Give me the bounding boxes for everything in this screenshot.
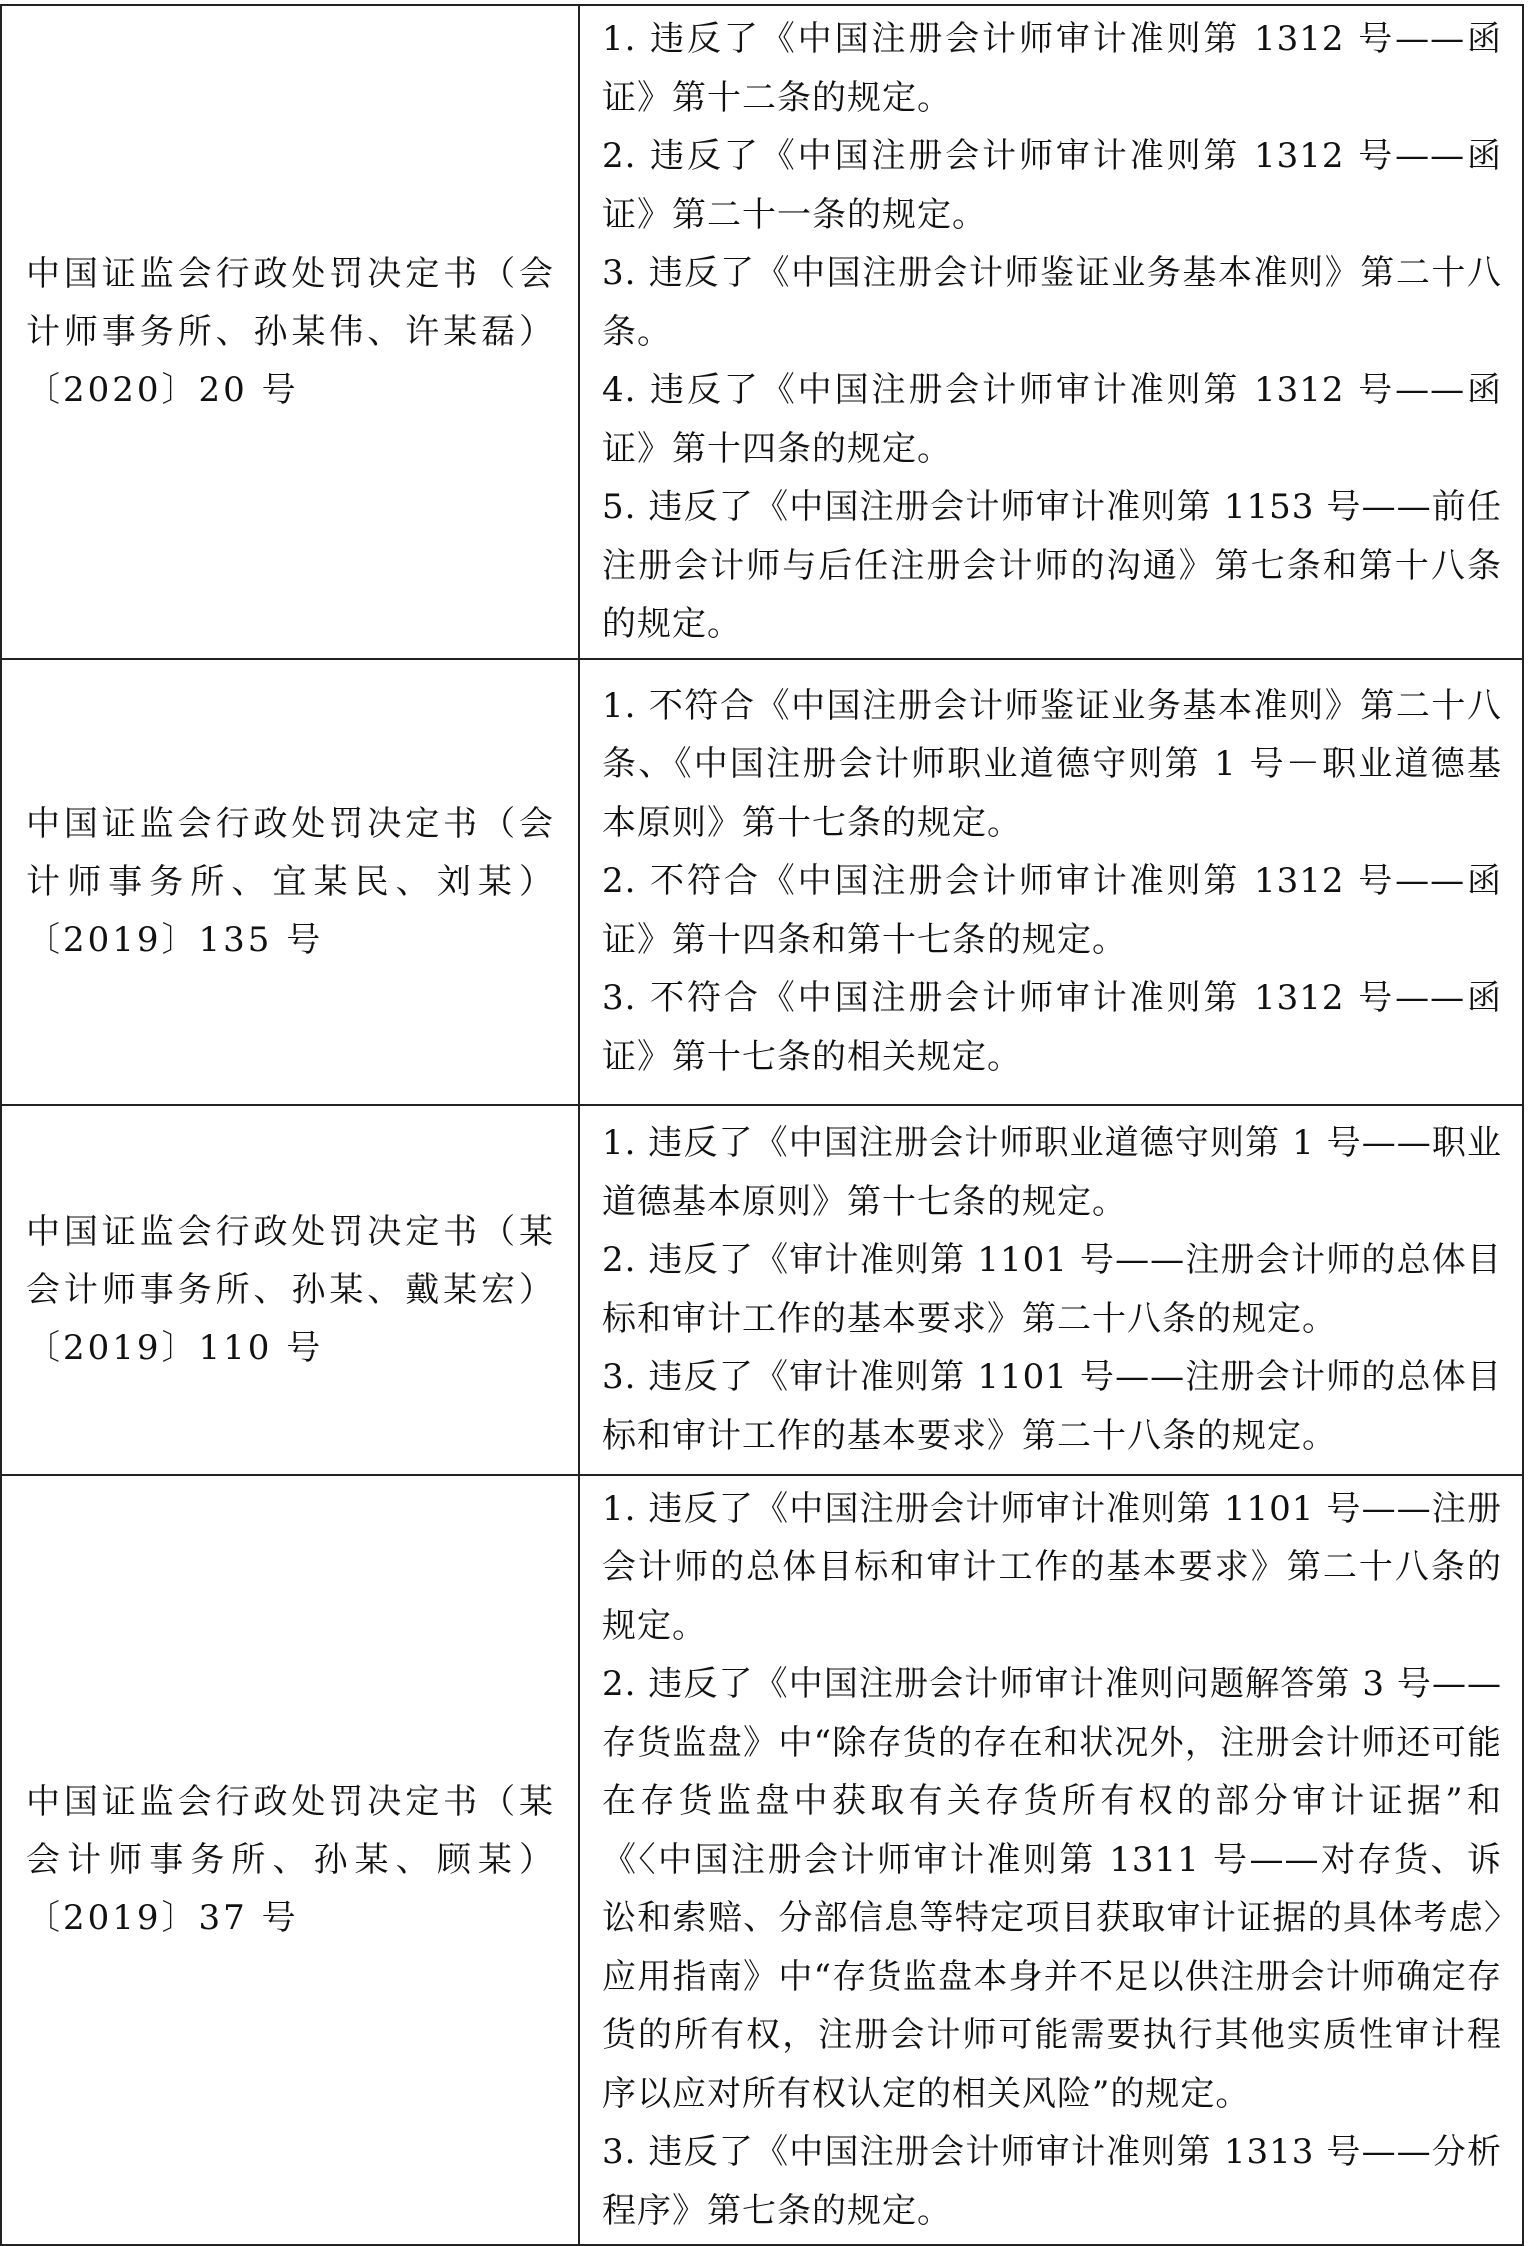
table-row [1,1475,1523,2246]
rule-item: 3. 违反了《中国注册会计师审计准则第 1313 号——分析程序》第七条的规定。 [602,2132,1502,2231]
rule-item: 1. 违反了《中国注册会计师职业道德守则第 1 号——职业道德基本原则》第十七条的规定。 [602,1123,1502,1222]
rule-item: 2. 违反了《中国注册会计师审计准则第 1312 号——函证》第二十一条的规定。 [602,136,1502,235]
case-cell [1,1105,579,1475]
rules-cell [579,1105,1523,1475]
rule-item: 1. 不符合《中国注册会计师鉴证业务基本准则》第二十八条、《中国注册会计师职业道德守则第 1 号－职业道德基本原则》第十七条的规定。 [602,685,1502,843]
case-cell [1,1475,579,2246]
rules-cell [579,1475,1523,2246]
table-row [1,1105,1523,1475]
rule-item: 3. 不符合《中国注册会计师审计准则第 1312 号——函证》第十七条的相关规定。 [602,978,1502,1077]
table-row [1,659,1523,1105]
rule-item: 2. 违反了《中国注册会计师审计准则问题解答第 3 号——存货监盘》中“除存货的存在和状况外，注册会计师还可能在存货监盘中获取有关存货所有权的部分审计证据”和《〈中国注册会计师审计准则第 1311 号——对存货、诉讼和索赔、分部信息等特定项目获取审计证据的具体考虑〉应用指南》中“存货监盘本身并不足以供注册会计师确定存货的所有权，注册会计师可能需要执行其他实质性审计程序以应对所有权认定的相关风险”的规定。 [602,1664,1502,2114]
rule-item: 1. 违反了《中国注册会计师审计准则第 1101 号——注册会计师的总体目标和审计工作的基本要求》第二十八条的规定。 [602,1488,1502,1646]
case-title: 中国证监会行政处罚决定书（会计师事务所、孙某伟、许某磊）〔2020〕20 号 [26,253,556,410]
rules-cell [579,659,1523,1105]
case-cell [1,5,579,659]
rule-item: 2. 违反了《审计准则第 1101 号——注册会计师的总体目标和审计工作的基本要求》第二十八条的规定。 [602,1240,1502,1339]
case-title: 中国证监会行政处罚决定书（某会计师事务所、孙某、戴某宏）〔2019〕110 号 [26,1211,556,1368]
rule-item: 5. 违反了《中国注册会计师审计准则第 1153 号——前任注册会计师与后任注册会计师的沟通》第七条和第十八条的规定。 [602,487,1502,644]
rule-item: 1. 违反了《中国注册会计师审计准则第 1312 号——函证》第十二条的规定。 [602,19,1502,118]
rule-item: 3. 违反了《中国注册会计师鉴证业务基本准则》第二十八条。 [602,253,1502,352]
rule-item: 4. 违反了《中国注册会计师审计准则第 1312 号——函证》第十四条的规定。 [602,370,1502,469]
rule-item: 3. 违反了《审计准则第 1101 号——注册会计师的总体目标和审计工作的基本要求》第二十八条的规定。 [602,1357,1502,1456]
penalty-table [0,4,1524,2246]
rules-cell [579,5,1523,659]
case-title: 中国证监会行政处罚决定书（会计师事务所、宜某民、刘某）〔2019〕135 号 [26,803,556,960]
table-row [1,5,1523,659]
case-cell [1,659,579,1105]
rule-item: 2. 不符合《中国注册会计师审计准则第 1312 号——函证》第十四条和第十七条的规定。 [602,861,1502,960]
case-title: 中国证监会行政处罚决定书（某会计师事务所、孙某、顾某）〔2019〕37 号 [26,1781,556,1938]
